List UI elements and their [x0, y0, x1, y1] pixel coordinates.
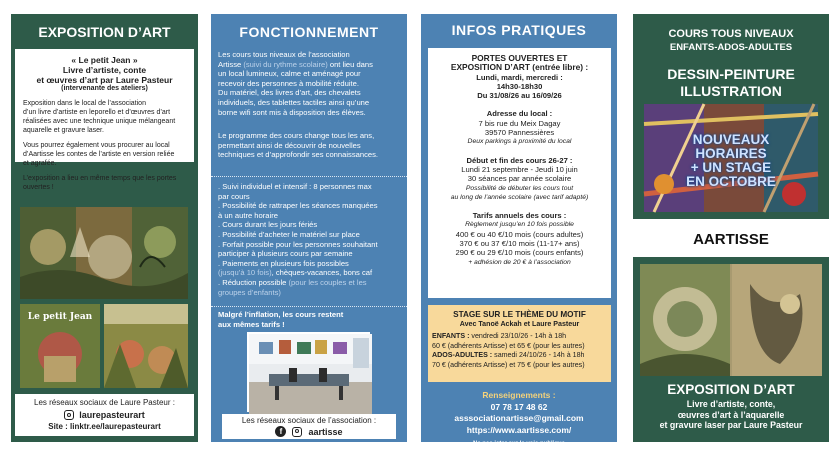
text-line: aux mêmes tarifs ! [218, 319, 285, 329]
book-title-line: et œuvres d’art par Laure Pasteur [36, 75, 173, 85]
text-line: Livre d’artiste, conte, [686, 399, 776, 409]
book-description-box [15, 49, 194, 191]
promo-line: NOUVEAUX [692, 132, 770, 147]
text-line: à un autre horaire [218, 210, 278, 220]
text-span: Artisse [218, 59, 244, 69]
text-line: 70 € (adhérents Artisse) et 75 € (pour les autres) [432, 360, 585, 369]
book-subtitle: (intervenante des ateliers) [61, 85, 148, 92]
exhibition-artwork [640, 264, 822, 376]
email-link[interactable]: asssociationartisse@gmail.com [454, 413, 584, 423]
text-line: . Suivi individuel et intensif : 8 personnes max [218, 182, 372, 191]
text-line [428, 332, 611, 342]
text-line: aquarelle et gravure laser. [23, 127, 104, 134]
text-line: . Paiements en plusieurs fois possibles [218, 258, 349, 268]
promo-text [644, 133, 818, 189]
cover-bottom [633, 257, 829, 442]
text-line: Début et fin des cours 26-27 : [466, 155, 573, 165]
text-line: d’Aartisse les contes de l’artiste en version reliée [23, 151, 175, 158]
brand-name: AARTISSE [693, 231, 769, 248]
text-line: Lundi 21 septembre - Jeudi 10 juin [461, 164, 578, 174]
text-line: PORTES OUVERTES ET [471, 53, 568, 63]
text-line: et agrafée. [23, 160, 57, 167]
text-line: 7 bis rue du Meix Dagay [478, 118, 561, 128]
text-line: Possibilité de débuter les cours tout [465, 184, 574, 192]
text-line: Tarifs annuels des cours : [472, 211, 567, 221]
text-line: 60 € (adhérents Artisse) et 65 € (pour les autres) [432, 341, 585, 350]
text-line: EXPOSITION D’ART (entrée libre) : [450, 62, 589, 73]
highlight-span: (pour les couples et les [288, 277, 367, 287]
classroom-photo [247, 332, 370, 412]
website-link[interactable]: Site : linktr.ee/laurepasteurart [48, 422, 161, 431]
panel-cover [633, 14, 829, 442]
panel-fonctionnement [211, 14, 407, 442]
text-line: . Cours durant les jours fériés [218, 220, 318, 230]
text-line: L’exposition a lieu en même temps que les portes [23, 175, 177, 182]
stage-subtitle: Avec Tanoë Ackah et Laure Pasteur [459, 319, 580, 328]
instagram-icon[interactable] [64, 410, 74, 420]
text-line: œuvres d’art à l’aquarelle [677, 409, 785, 420]
text-span: vendredi 23/10/26 - 14h à 18h [469, 332, 567, 340]
cours-subtitle: ENFANTS-ADOS-ADULTES [669, 42, 793, 53]
contact-title: Renseignements : [482, 390, 556, 400]
cours-title: COURS TOUS NIVEAUX [668, 28, 794, 40]
divider [211, 306, 407, 307]
panel-infos-pratiques [421, 14, 617, 447]
text-line: . Possibilité d’acheter le matériel sur place [218, 229, 360, 239]
contact-block [421, 390, 617, 451]
social-title: Les réseaux sociaux de l’association : [241, 416, 377, 425]
text-span: . Réduction possible [218, 277, 289, 287]
text-line: 290 € ou 29 €/10 mois (cours enfants) [455, 248, 584, 258]
panel-exposition [11, 14, 198, 442]
text-span: ont lieu dans [327, 59, 373, 69]
text-line: + adhésion de 20 € à l’association [468, 258, 571, 266]
text-line: borne wifi sont mis à disposition des élèves. [218, 107, 366, 117]
text-span: , chèques-vacances, bons caf [271, 268, 373, 278]
stage-title: STAGE SUR LE THÈME DU MOTIF [453, 310, 586, 319]
text-line: . Possibilité de rattraper les séances manquées [218, 201, 378, 211]
book-title-line: Livre d’artiste, conte [62, 65, 147, 75]
inflation-note [218, 310, 402, 329]
infos-box [428, 48, 611, 298]
text-line: réalisées avec une technique unique mélangeant [23, 118, 176, 125]
book-title-line: « Le petit Jean » [71, 55, 138, 65]
text-line: . Forfait possible pour les personnes souhaitant [218, 239, 378, 249]
label-span: ADOS-ADULTES : [432, 351, 493, 359]
panel-title: FONCTIONNEMENT [239, 24, 379, 40]
text-line: Malgré l’inflation, les cours restent [218, 310, 344, 319]
text-line: groupes d’enfants) [218, 287, 281, 297]
text-line: Deux parkings à proximité du local [467, 138, 572, 146]
phone-link[interactable]: 07 78 17 48 62 [490, 401, 548, 412]
highlight-span: (jusqu’à 10 fois) [218, 268, 272, 278]
text-line: individuels, des tablettes tactiles ainsi qu’une [218, 97, 370, 107]
text-line: Exposition dans le local de l’association [23, 100, 146, 107]
text-line: Vous pourrez également vous procurer au local [23, 142, 170, 149]
text-line: participer à plusieurs cours par semaine [218, 249, 353, 259]
text-span: samedi 24/10/26 - 14h à 18h [492, 351, 585, 359]
divider [211, 176, 407, 177]
text-line: 30 séances par année scolaire [467, 174, 572, 184]
text-line: 370 € ou 37 €/10 mois (11-17+ ans) [459, 239, 580, 249]
text-line: d’un livre d’artiste en leporello et d’œuvres d’art [23, 109, 171, 116]
dessin-title: DESSIN-PEINTURE [667, 66, 795, 82]
instagram-handle-link[interactable]: laurepasteurart [79, 410, 145, 420]
promo-line: EN OCTOBRE [686, 174, 776, 189]
text-line: 400 € ou 40 €/10 mois (cours adultes) [455, 229, 584, 239]
text-line: et gravure laser par Laure Pasteur [659, 420, 803, 430]
text-line: techniques et d’approfondir ses connaissances. [218, 150, 378, 160]
text-line: permettant ainsi de découvrir de nouvelles [218, 140, 361, 150]
programme-text [218, 131, 402, 160]
social-handle-link[interactable]: aartisse [308, 426, 343, 437]
illustration-title: ILLUSTRATION [680, 83, 782, 99]
book-cover-title: Le petit Jean [27, 312, 93, 322]
highlight-span: (suivi du rythme scolaire) [243, 59, 328, 69]
cover-top [633, 14, 829, 219]
text-line [218, 60, 402, 70]
text-line: recevoir des personnes à mobilité réduite. [218, 78, 359, 88]
artwork-leporello-image [20, 207, 188, 299]
promo-line: + UN STAGE [690, 160, 772, 175]
instagram-icon[interactable] [292, 427, 302, 437]
footer-note: Ne pas jeter sur la voie publique [472, 441, 566, 447]
brushes-photo [644, 104, 818, 212]
stage-box [428, 305, 611, 382]
facebook-icon[interactable]: f [275, 426, 286, 437]
artwork-book-images [20, 304, 188, 388]
text-line: Du matériel, des livres d’art, des chevalets [218, 88, 361, 98]
exhibition-description [633, 399, 829, 431]
social-box [15, 394, 194, 436]
text-line: Lundi, mardi, mercredi : [476, 72, 563, 82]
text-line: Du 31/08/26 au 16/09/26 [477, 91, 562, 101]
panel-title: INFOS PRATIQUES [451, 22, 587, 38]
text-line [428, 351, 611, 361]
exhibition-title: EXPOSITION D’ART [667, 382, 795, 397]
promo-line: HORAIRES [695, 146, 767, 161]
text-line: ouvertes ! [23, 184, 54, 191]
text-line: 14h30-18h30 [496, 81, 543, 91]
intro-text [218, 50, 402, 117]
text-line: Règlement jusqu’en 10 fois possible [465, 221, 574, 229]
text-line: au long de l’année scolaire (avec tarif adapté) [450, 193, 589, 201]
features-list [218, 182, 402, 297]
text-line: Le programme des cours change tous les ans, [218, 131, 375, 140]
text-line [218, 278, 402, 288]
label-span: ENFANTS : [432, 332, 470, 340]
text-line: Adresse du local : [486, 109, 553, 119]
panel-title: EXPOSITION D’ART [38, 24, 171, 40]
website-link[interactable]: https://www.aartisse.com/ [466, 424, 572, 435]
social-box [222, 414, 396, 439]
text-line: Les cours tous niveaux de l’association [218, 50, 350, 59]
text-line: 39570 Pannessières [484, 128, 555, 138]
text-line: par cours [218, 191, 250, 201]
social-title: Les réseaux sociaux de Laure Pasteur : [34, 398, 175, 407]
text-line: un local lumineux, calme et aménagé pour [218, 69, 361, 79]
text-line [218, 268, 402, 278]
